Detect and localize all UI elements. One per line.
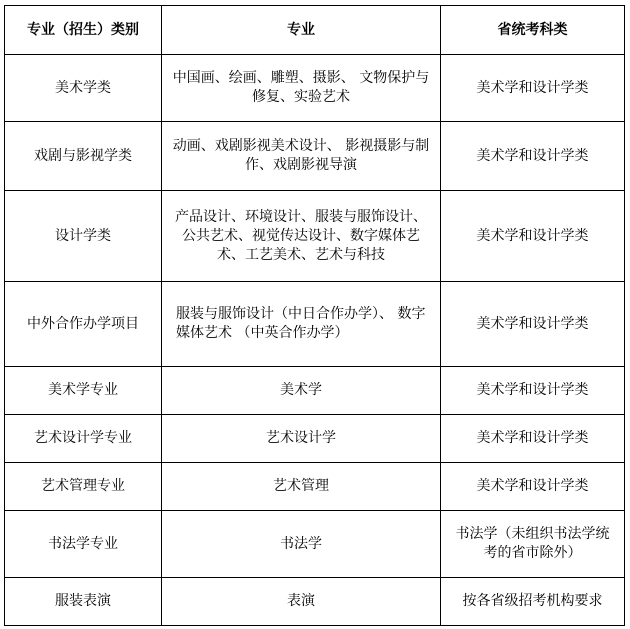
exam-cell: 美术学和设计学类 (441, 415, 625, 463)
majors-cell: 动画、戏剧影视美术设计、 影视摄影与制作、戏剧影视导演 (162, 122, 441, 191)
exam-cell: 美术学和设计学类 (441, 463, 625, 511)
table-row (5, 282, 625, 367)
table-row (5, 578, 625, 626)
table-row (5, 367, 625, 415)
category-cell: 艺术管理专业 (5, 463, 162, 511)
category-cell: 美术学类 (5, 55, 162, 122)
exam-cell: 美术学和设计学类 (441, 282, 625, 367)
header-row (5, 6, 625, 55)
table-row (5, 511, 625, 578)
header-exam: 省统考科类 (441, 6, 625, 55)
table-row (5, 463, 625, 511)
category-cell: 中外合作办学项目 (5, 282, 162, 367)
table-row (5, 191, 625, 282)
majors-cell: 中国画、绘画、雕塑、摄影、 文物保护与修复、实验艺术 (162, 55, 441, 122)
header-majors: 专业 (162, 6, 441, 55)
table-row (5, 55, 625, 122)
table-row (5, 122, 625, 191)
majors-cell: 艺术管理 (162, 463, 441, 511)
category-cell: 艺术设计学专业 (5, 415, 162, 463)
table-row (5, 415, 625, 463)
majors-cell: 产品设计、环境设计、服装与服饰设计、公共艺术、视觉传达设计、数字媒体艺术、工艺美术、艺术与科技 (162, 191, 441, 282)
majors-cell: 书法学 (162, 511, 441, 578)
exam-cell: 美术学和设计学类 (441, 191, 625, 282)
category-cell: 设计学类 (5, 191, 162, 282)
majors-cell: 服装与服饰设计（中日合作办学）、 数字媒体艺术 （中英合作办学） (162, 282, 441, 367)
category-cell: 书法学专业 (5, 511, 162, 578)
majors-cell: 美术学 (162, 367, 441, 415)
exam-cell: 按各省级招考机构要求 (441, 578, 625, 626)
exam-cell: 美术学和设计学类 (441, 122, 625, 191)
header-category: 专业（招生）类别 (5, 6, 162, 55)
majors-cell: 艺术设计学 (162, 415, 441, 463)
exam-cell: 美术学和设计学类 (441, 367, 625, 415)
category-cell: 戏剧与影视学类 (5, 122, 162, 191)
majors-cell: 表演 (162, 578, 441, 626)
category-cell: 美术学专业 (5, 367, 162, 415)
category-cell: 服装表演 (5, 578, 162, 626)
exam-cell: 书法学（未组织书法学统考的省市除外） (441, 511, 625, 578)
admission-table (4, 5, 625, 626)
exam-cell: 美术学和设计学类 (441, 55, 625, 122)
